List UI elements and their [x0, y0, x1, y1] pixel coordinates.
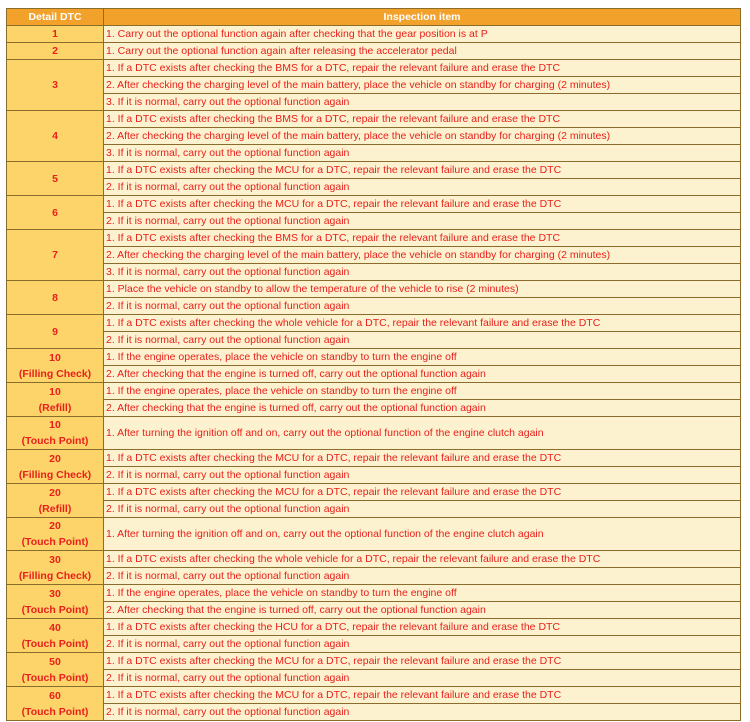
inspection-step: 1. If the engine operates, place the vehicle on standby to turn the engine off	[104, 383, 741, 400]
dtc-mode: (Refill)	[38, 502, 72, 515]
table-row	[7, 518, 741, 551]
dtc-code-cell	[7, 196, 104, 230]
inspection-step: 1. If a DTC exists after checking the MCU for a DTC, repair the relevant failure and erase the DTC	[104, 196, 741, 213]
inspection-step: 1. If a DTC exists after checking the whole vehicle for a DTC, repair the relevant failure and erase the DTC	[104, 315, 741, 332]
dtc-code-cell	[7, 43, 104, 60]
table-row	[7, 484, 741, 501]
inspection-step: 2. If it is normal, carry out the optional function again	[104, 636, 741, 653]
table-row	[7, 687, 741, 704]
table-row	[7, 213, 741, 230]
table-row	[7, 94, 741, 111]
table-row	[7, 636, 741, 653]
table-row	[7, 619, 741, 636]
inspection-step: 1. Carry out the optional function again after releasing the accelerator pedal	[104, 43, 741, 60]
inspection-step: 1. If the engine operates, place the vehicle on standby to turn the engine off	[104, 585, 741, 602]
header-inspection-item: Inspection item	[104, 9, 741, 26]
table-row	[7, 450, 741, 467]
dtc-mode: (Touch Point)	[21, 603, 89, 616]
dtc-table-container	[6, 8, 740, 721]
inspection-step: 2. If it is normal, carry out the optional function again	[104, 298, 741, 315]
inspection-step: 1. If a DTC exists after checking the MCU for a DTC, repair the relevant failure and erase the DTC	[104, 450, 741, 467]
dtc-code: 8	[52, 291, 58, 304]
dtc-code-cell	[7, 417, 104, 450]
dtc-mode: (Filling Check)	[18, 468, 92, 481]
dtc-mode: (Touch Point)	[21, 671, 89, 684]
inspection-step: 2. If it is normal, carry out the optional function again	[104, 332, 741, 349]
dtc-code-cell	[7, 585, 104, 619]
inspection-step: 1. If a DTC exists after checking the MCU for a DTC, repair the relevant failure and erase the DTC	[104, 653, 741, 670]
table-row	[7, 332, 741, 349]
dtc-code-cell	[7, 484, 104, 518]
dtc-code: 40	[49, 621, 61, 634]
dtc-code-cell	[7, 26, 104, 43]
inspection-step: 1. If the engine operates, place the vehicle on standby to turn the engine off	[104, 349, 741, 366]
inspection-step: 2. After checking that the engine is turned off, carry out the optional function again	[104, 602, 741, 619]
table-row	[7, 247, 741, 264]
dtc-code-cell	[7, 383, 104, 417]
inspection-step: 1. If a DTC exists after checking the BMS for a DTC, repair the relevant failure and erase the DTC	[104, 111, 741, 128]
table-row	[7, 26, 741, 43]
table-row	[7, 670, 741, 687]
table-row	[7, 128, 741, 145]
table-row	[7, 196, 741, 213]
inspection-step: 2. After checking that the engine is turned off, carry out the optional function again	[104, 400, 741, 417]
dtc-code: 20	[49, 486, 61, 499]
inspection-step: 1. If a DTC exists after checking the MCU for a DTC, repair the relevant failure and erase the DTC	[104, 687, 741, 704]
dtc-mode: (Touch Point)	[21, 637, 89, 650]
inspection-step: 2. After checking the charging level of the main battery, place the vehicle on standby for charging (2 minutes)	[104, 128, 741, 145]
table-row	[7, 298, 741, 315]
dtc-code-cell	[7, 315, 104, 349]
table-row	[7, 349, 741, 366]
inspection-step: 3. If it is normal, carry out the optional function again	[104, 145, 741, 162]
dtc-code: 10	[49, 385, 61, 398]
table-row	[7, 417, 741, 450]
dtc-code: 30	[49, 553, 61, 566]
table-row	[7, 315, 741, 332]
dtc-code-cell	[7, 518, 104, 551]
table-row	[7, 467, 741, 484]
table-row	[7, 400, 741, 417]
dtc-mode: (Refill)	[38, 401, 72, 414]
table-row	[7, 145, 741, 162]
dtc-code: 60	[49, 689, 61, 702]
inspection-step: 2. If it is normal, carry out the optional function again	[104, 179, 741, 196]
inspection-step: 1. If a DTC exists after checking the whole vehicle for a DTC, repair the relevant failure and erase the DTC	[104, 551, 741, 568]
inspection-step: 1. If a DTC exists after checking the BMS for a DTC, repair the relevant failure and erase the DTC	[104, 60, 741, 77]
table-row	[7, 366, 741, 383]
dtc-code-cell	[7, 653, 104, 687]
dtc-code: 2	[52, 45, 58, 57]
inspection-step: 3. If it is normal, carry out the optional function again	[104, 264, 741, 281]
dtc-mode: (Touch Point)	[21, 705, 89, 718]
dtc-mode: (Filling Check)	[18, 367, 92, 380]
table-row	[7, 43, 741, 60]
dtc-code-cell	[7, 111, 104, 162]
dtc-code: 4	[52, 130, 58, 142]
dtc-inspection-table	[6, 8, 741, 721]
inspection-step: 1. Carry out the optional function again after checking that the gear position is at P	[104, 26, 741, 43]
dtc-code: 1	[52, 28, 58, 40]
dtc-code: 20	[49, 452, 61, 465]
table-row	[7, 585, 741, 602]
dtc-code-cell	[7, 619, 104, 653]
dtc-code: 7	[52, 249, 58, 261]
dtc-mode: (Touch Point)	[21, 536, 89, 548]
table-row	[7, 602, 741, 619]
inspection-step: 2. If it is normal, carry out the optional function again	[104, 704, 741, 721]
inspection-step: 1. After turning the ignition off and on, carry out the optional function of the engine clutch again	[104, 417, 741, 450]
dtc-code: 20	[49, 520, 61, 532]
inspection-step: 2. If it is normal, carry out the optional function again	[104, 213, 741, 230]
inspection-step: 1. If a DTC exists after checking the HCU for a DTC, repair the relevant failure and erase the DTC	[104, 619, 741, 636]
dtc-code: 50	[49, 655, 61, 668]
table-row	[7, 111, 741, 128]
dtc-code-cell	[7, 349, 104, 383]
table-row	[7, 653, 741, 670]
inspection-step: 2. If it is normal, carry out the optional function again	[104, 670, 741, 687]
inspection-step: 2. If it is normal, carry out the optional function again	[104, 568, 741, 585]
dtc-code-cell	[7, 687, 104, 721]
inspection-step: 2. After checking the charging level of the main battery, place the vehicle on standby for charging (2 minutes)	[104, 77, 741, 94]
inspection-step: 1. If a DTC exists after checking the BMS for a DTC, repair the relevant failure and erase the DTC	[104, 230, 741, 247]
dtc-code: 9	[52, 325, 58, 338]
inspection-step: 2. If it is normal, carry out the optional function again	[104, 501, 741, 518]
dtc-mode: (Filling Check)	[18, 569, 92, 582]
table-row	[7, 551, 741, 568]
inspection-step: 2. After checking that the engine is turned off, carry out the optional function again	[104, 366, 741, 383]
table-row	[7, 281, 741, 298]
dtc-code-cell	[7, 162, 104, 196]
inspection-step: 2. After checking the charging level of the main battery, place the vehicle on standby for charging (2 minutes)	[104, 247, 741, 264]
table-row	[7, 77, 741, 94]
inspection-step: 1. If a DTC exists after checking the MCU for a DTC, repair the relevant failure and erase the DTC	[104, 162, 741, 179]
table-row	[7, 264, 741, 281]
inspection-step: 1. If a DTC exists after checking the MCU for a DTC, repair the relevant failure and erase the DTC	[104, 484, 741, 501]
table-row	[7, 179, 741, 196]
dtc-code: 5	[52, 172, 58, 185]
inspection-step: 3. If it is normal, carry out the optional function again	[104, 94, 741, 111]
table-header-row	[7, 9, 741, 26]
dtc-code: 10	[49, 351, 61, 364]
table-row	[7, 704, 741, 721]
table-row	[7, 230, 741, 247]
table-body	[7, 26, 741, 721]
dtc-code-cell	[7, 450, 104, 484]
dtc-code-cell	[7, 281, 104, 315]
inspection-step: 1. After turning the ignition off and on, carry out the optional function of the engine clutch again	[104, 518, 741, 551]
dtc-code: 30	[49, 587, 61, 600]
dtc-code-cell	[7, 230, 104, 281]
dtc-mode: (Touch Point)	[21, 435, 89, 447]
dtc-code-cell	[7, 551, 104, 585]
table-row	[7, 501, 741, 518]
table-row	[7, 162, 741, 179]
dtc-code: 10	[49, 419, 61, 431]
dtc-code-cell	[7, 60, 104, 111]
table-row	[7, 383, 741, 400]
inspection-step: 1. Place the vehicle on standby to allow the temperature of the vehicle to rise (2 minutes)	[104, 281, 741, 298]
inspection-step: 2. If it is normal, carry out the optional function again	[104, 467, 741, 484]
dtc-code: 3	[52, 79, 58, 91]
table-row	[7, 60, 741, 77]
header-detail-dtc: Detail DTC	[7, 9, 104, 26]
dtc-code: 6	[52, 206, 58, 219]
table-row	[7, 568, 741, 585]
